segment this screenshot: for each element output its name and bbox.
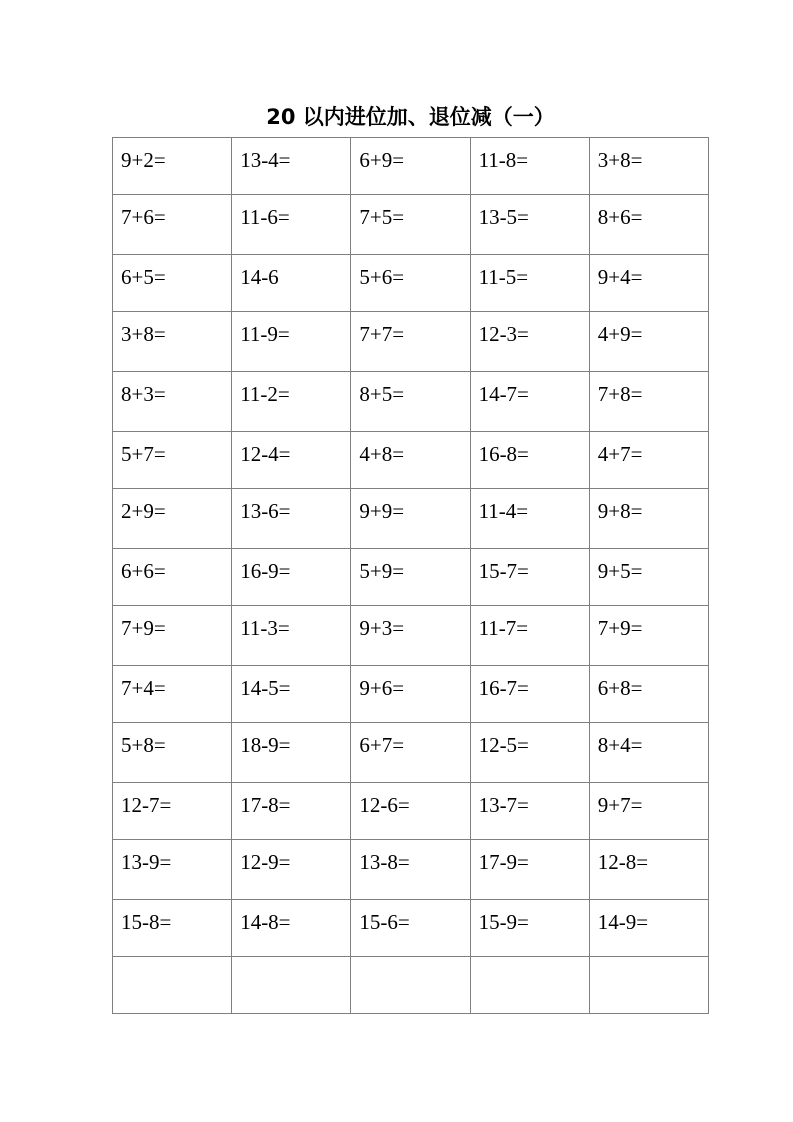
problem-cell: 12-8= bbox=[589, 840, 708, 900]
table-row bbox=[113, 840, 709, 900]
problem-cell: 5+7= bbox=[113, 432, 232, 489]
problem-cell: 8+4= bbox=[589, 723, 708, 783]
table-row bbox=[113, 195, 709, 255]
problem-cell: 14-6 bbox=[232, 255, 351, 312]
problem-cell: 15-7= bbox=[470, 549, 589, 606]
table-row bbox=[113, 432, 709, 489]
problem-cell: 8+3= bbox=[113, 372, 232, 432]
problem-cell: 9+8= bbox=[589, 489, 708, 549]
table-row bbox=[113, 255, 709, 312]
problem-cell: 13-4= bbox=[232, 138, 351, 195]
problem-cell: 7+4= bbox=[113, 666, 232, 723]
answer-cell-empty bbox=[113, 957, 232, 1014]
problem-cell: 12-9= bbox=[232, 840, 351, 900]
table-row bbox=[113, 312, 709, 372]
problem-cell: 14-7= bbox=[470, 372, 589, 432]
problem-cell: 9+5= bbox=[589, 549, 708, 606]
problem-cell: 7+8= bbox=[589, 372, 708, 432]
problem-cell: 9+9= bbox=[351, 489, 470, 549]
problem-cell: 16-7= bbox=[470, 666, 589, 723]
answer-cell-empty bbox=[470, 957, 589, 1014]
problem-cell: 13-9= bbox=[113, 840, 232, 900]
problem-cell: 11-8= bbox=[470, 138, 589, 195]
problem-cell: 5+6= bbox=[351, 255, 470, 312]
problem-cell: 15-6= bbox=[351, 900, 470, 957]
table-row bbox=[113, 900, 709, 957]
problem-cell: 5+8= bbox=[113, 723, 232, 783]
problem-cell: 11-9= bbox=[232, 312, 351, 372]
problem-cell: 11-2= bbox=[232, 372, 351, 432]
problem-cell: 7+9= bbox=[589, 606, 708, 666]
answer-cell-empty bbox=[351, 957, 470, 1014]
problem-cell: 6+8= bbox=[589, 666, 708, 723]
problem-cell: 12-6= bbox=[351, 783, 470, 840]
table-row bbox=[113, 489, 709, 549]
problem-cell: 12-3= bbox=[470, 312, 589, 372]
problem-cell: 4+9= bbox=[589, 312, 708, 372]
problem-cell: 11-4= bbox=[470, 489, 589, 549]
answer-cell-empty bbox=[589, 957, 708, 1014]
table-row bbox=[113, 606, 709, 666]
problem-cell: 6+6= bbox=[113, 549, 232, 606]
table-row bbox=[113, 957, 709, 1014]
problem-cell: 6+5= bbox=[113, 255, 232, 312]
problem-cell: 6+7= bbox=[351, 723, 470, 783]
problem-cell: 12-4= bbox=[232, 432, 351, 489]
problem-cell: 12-7= bbox=[113, 783, 232, 840]
problem-cell: 13-6= bbox=[232, 489, 351, 549]
problem-cell: 8+6= bbox=[589, 195, 708, 255]
problem-cell: 3+8= bbox=[113, 312, 232, 372]
problem-cell: 14-8= bbox=[232, 900, 351, 957]
table-row bbox=[113, 723, 709, 783]
problem-cell: 9+7= bbox=[589, 783, 708, 840]
problem-cell: 11-6= bbox=[232, 195, 351, 255]
problem-cell: 12-5= bbox=[470, 723, 589, 783]
problem-cell: 18-9= bbox=[232, 723, 351, 783]
table-row bbox=[113, 549, 709, 606]
problem-cell: 2+9= bbox=[113, 489, 232, 549]
problem-cell: 13-5= bbox=[470, 195, 589, 255]
problem-cell: 15-9= bbox=[470, 900, 589, 957]
worksheet-title: 20 以内进位加、退位减（一） bbox=[266, 105, 555, 129]
problem-cell: 5+9= bbox=[351, 549, 470, 606]
problem-cell: 17-8= bbox=[232, 783, 351, 840]
problem-cell: 13-7= bbox=[470, 783, 589, 840]
table-row bbox=[113, 138, 709, 195]
problem-cell: 4+7= bbox=[589, 432, 708, 489]
problem-cell: 6+9= bbox=[351, 138, 470, 195]
problem-cell: 17-9= bbox=[470, 840, 589, 900]
problem-cell: 7+5= bbox=[351, 195, 470, 255]
table-row bbox=[113, 666, 709, 723]
table-row bbox=[113, 372, 709, 432]
problem-cell: 14-5= bbox=[232, 666, 351, 723]
problem-cell: 13-8= bbox=[351, 840, 470, 900]
answer-cell-empty bbox=[232, 957, 351, 1014]
problem-cell: 11-7= bbox=[470, 606, 589, 666]
problem-cell: 7+9= bbox=[113, 606, 232, 666]
problem-cell: 9+3= bbox=[351, 606, 470, 666]
problem-cell: 9+2= bbox=[113, 138, 232, 195]
problem-cell: 11-3= bbox=[232, 606, 351, 666]
problem-cell: 11-5= bbox=[470, 255, 589, 312]
problem-cell: 16-9= bbox=[232, 549, 351, 606]
problem-table bbox=[112, 137, 709, 1014]
problem-cell: 9+4= bbox=[589, 255, 708, 312]
problem-cell: 4+8= bbox=[351, 432, 470, 489]
problem-cell: 3+8= bbox=[589, 138, 708, 195]
problem-cell: 7+6= bbox=[113, 195, 232, 255]
problem-cell: 8+5= bbox=[351, 372, 470, 432]
table-row bbox=[113, 783, 709, 840]
problem-cell: 15-8= bbox=[113, 900, 232, 957]
problem-cell: 7+7= bbox=[351, 312, 470, 372]
problem-cell: 9+6= bbox=[351, 666, 470, 723]
problem-cell: 14-9= bbox=[589, 900, 708, 957]
problem-cell: 16-8= bbox=[470, 432, 589, 489]
